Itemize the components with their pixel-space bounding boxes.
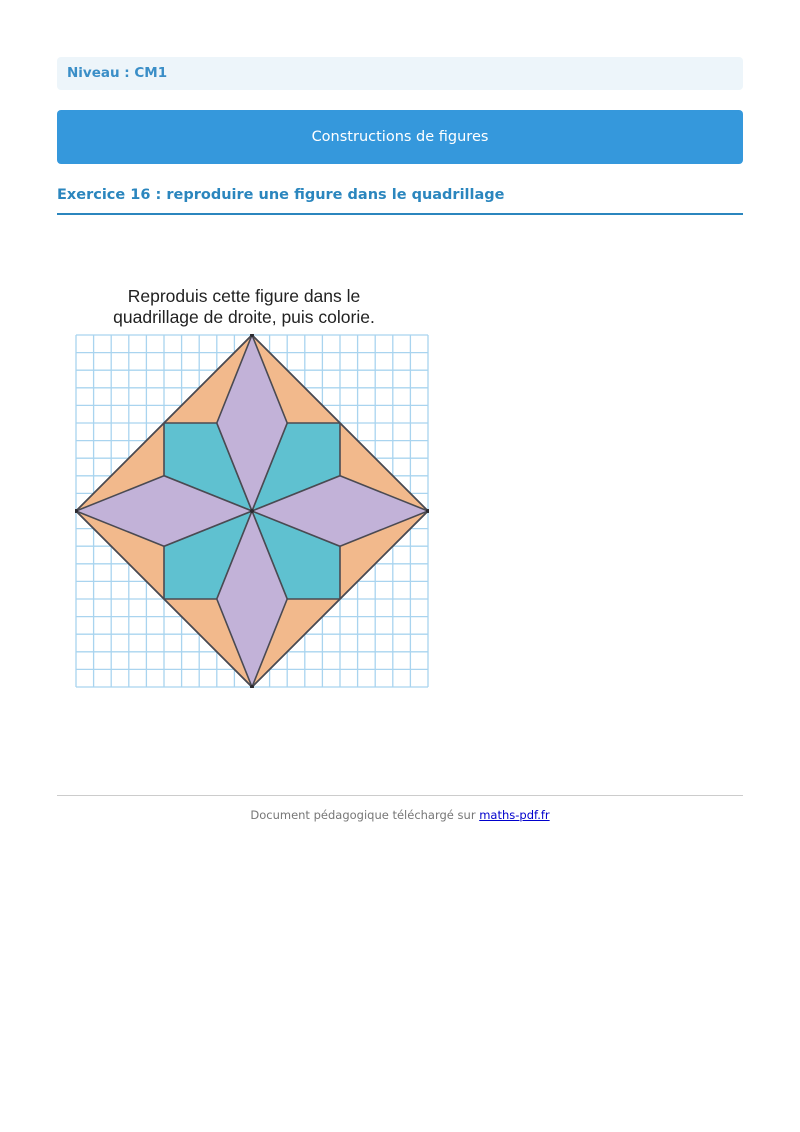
instruction-line-1: Reproduis cette figure dans le [127,286,361,306]
banner-title: Constructions de figures [311,129,489,145]
star-figure [75,334,429,688]
instruction-line-2: quadrillage de droite, puis colorie. [113,307,375,327]
footer-divider [57,795,743,796]
level-box [57,57,743,90]
instruction-text [74,286,414,328]
exercise-title [57,185,743,215]
footer [57,808,743,822]
level-label: Niveau : CM1 [67,65,168,81]
footer-prefix: Document pédagogique téléchargé sur [250,808,476,822]
figure-shapes [75,334,429,688]
vertex-dot [250,509,254,513]
footer-link[interactable]: maths-pdf.fr [479,808,550,822]
exercise-title-text: Exercice 16 : reproduire une figure dans le quadrillage [57,187,505,203]
title-banner [57,110,743,164]
